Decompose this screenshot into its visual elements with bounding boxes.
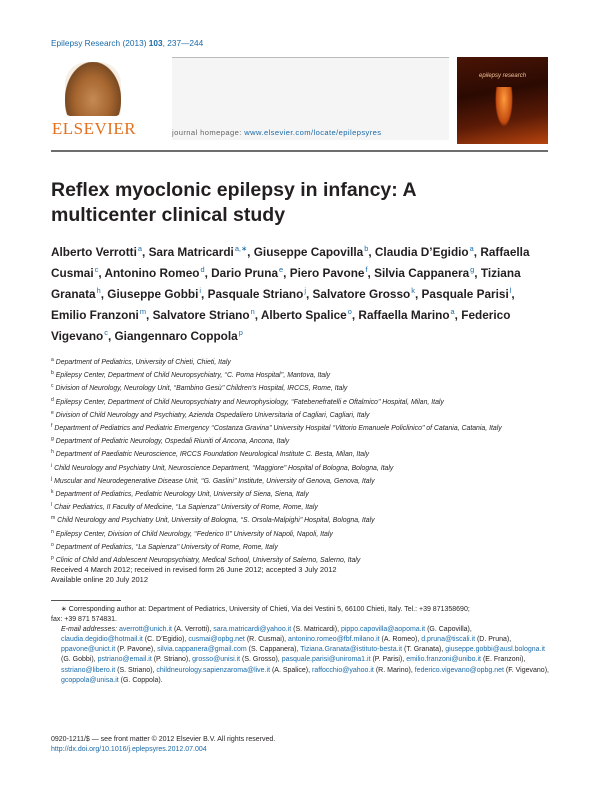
author-name-text: Giuseppe Gobbi [107, 287, 199, 302]
author-affiliation-marker[interactable]: j [304, 286, 306, 296]
affiliation-text: Department of Pediatrics, University of Chieti, Chieti, Italy [55, 359, 231, 366]
author-name[interactable] [375, 245, 474, 259]
author-name-text: Tiziana Granata [51, 266, 521, 302]
received-dates: Received 4 March 2012; received in revised form 26 June 2012; accepted 3 July 2012 [51, 565, 337, 574]
author-name-text: Raffaella Cusmai [51, 245, 530, 281]
author-name[interactable] [211, 266, 283, 280]
elsevier-wordmark: ELSEVIER [51, 119, 137, 138]
affiliation-text: Division of Neurology, Neurology Unit, ‘‘Bambino Gesù’’ Children’s Hospital, IRCCS, Rome, Italy [55, 385, 348, 393]
author-email-link[interactable]: pstriano@email.it [97, 656, 152, 664]
author-email-link[interactable]: sara.matricardi@yahoo.it [213, 626, 292, 634]
journal-volume: 103 [148, 38, 163, 48]
author-name-text: Pasquale Parisi [421, 287, 509, 302]
affiliation-text: Department of Pediatrics and Pediatric Emergency ‘‘Costanza Gravina’’ University Hospital ‘‘Vittorio Emanuele Policlinico’’ of Catania, Catania, Italy [54, 425, 502, 433]
author-email-link[interactable]: d.pruna@tiscali.it [421, 636, 476, 644]
author-name[interactable] [208, 287, 306, 301]
affiliation-item [51, 513, 551, 526]
author-email-link[interactable]: childneurology.sapienzaroma@live.it [156, 666, 271, 674]
elsevier-tree-icon [65, 62, 121, 116]
affiliation-text: Chair Pediatrics, II Faculty of Medicine, ‘‘La Sapienza’’ University of Rome, Rome, Italy [54, 504, 318, 512]
journal-homepage [172, 128, 381, 137]
author-name-text: Salvatore Striano [152, 308, 250, 323]
author-name[interactable] [313, 287, 415, 301]
affiliation-item [51, 447, 551, 460]
author-affiliation-marker[interactable]: h [96, 286, 101, 296]
author-name-text: Dario Pruna [211, 266, 279, 281]
author-name[interactable] [153, 308, 255, 322]
author-email-link[interactable]: ppavone@unict.it [61, 646, 116, 654]
affiliation-item [51, 434, 551, 447]
author-affiliation-marker[interactable]: n [250, 307, 255, 317]
journal-homepage-label: journal homepage: [172, 128, 242, 137]
author-email-link[interactable]: silvia.cappanera@gmail.com [157, 646, 247, 654]
author-email-name: (G. Coppola). [118, 676, 163, 684]
author-name-text: Sara Matricardi [148, 245, 234, 259]
author-email-name: (C. D’Egidio), [142, 636, 189, 644]
elsevier-logo[interactable] [51, 62, 137, 142]
author-email-link[interactable]: pasquale.parisi@uniroma1.it [281, 656, 371, 664]
author-email-link[interactable]: giuseppe.gobbi@ausl.bologna.it [445, 646, 545, 654]
email-addresses [51, 625, 551, 686]
corresponding-author-fax: fax: +39 871 574831. [51, 616, 117, 624]
affiliation-text: Clinic of Child and Adolescent Neuropsychiatry, Medical School, University of Salerno, Salerno, Italy [55, 557, 361, 565]
author-email-link[interactable]: emilio.franzoni@unibo.it [406, 656, 481, 664]
author-name[interactable] [107, 287, 201, 301]
article-title: Reflex myoclonic epilepsy in infancy: A multicenter clinical study [51, 179, 416, 226]
author-name[interactable] [422, 287, 512, 301]
author-name-text: Giuseppe Capovilla [253, 245, 364, 259]
author-email-name: (D. Pruna), [475, 636, 512, 644]
author-name-text: Silvia Cappanera [374, 266, 470, 281]
author-affiliation-marker[interactable]: d [200, 265, 205, 275]
affiliation-marker: d [51, 396, 54, 403]
author-list: Alberto Verrotti$^a$, Sara Matricardi$^{a,∗}$, Giuseppe Capovilla$^b$, Claudia D’Egidio$^a$, Raffaella Cusmai$^c$, Antonino Romeo$^d$, Dario Pruna$^e$, Piero Pavone$^f$, Silvia Cappanera$^g$, Tiziana Granata$^h$, Giuseppe Gobbi$^i$, Pasquale Striano$^j$, Salvatore Grosso$^k$, Pasquale Parisi$^l$, Emilio Franzoni$^m$, Salvatore Striano$^n$, Alberto Spalice$^o$, Raffaella Marino$^a$, Federico Vigevano$^c$, Giangennaro Coppola$^p$ [51, 244, 530, 344]
author-name[interactable] [104, 266, 204, 280]
affiliation-list [51, 355, 551, 566]
affiliation-text: Child Neurology and Psychiatry Unit, Neuroscience Department, ‘‘Maggiore’’ Hospital of Bologna, Bologna, Italy [54, 464, 394, 472]
affiliation-marker: h [51, 449, 54, 456]
email-label: E-mail addresses: [61, 626, 118, 634]
affiliation-marker: o [51, 541, 54, 548]
doi-link[interactable]: http://dx.doi.org/10.1016/j.eplepsyres.2012.07.004 [51, 746, 207, 754]
footnote-rule [51, 600, 121, 601]
journal-citation[interactable] [51, 38, 203, 48]
author-email-name: (A. Spalice), [270, 666, 313, 674]
author-affiliation-marker[interactable]: c [104, 328, 108, 338]
journal-homepage-link[interactable]: www.elsevier.com/locate/epilepsyres [244, 128, 382, 137]
author-email-link[interactable]: gcoppola@unisa.it [61, 676, 119, 684]
author-affiliation-marker[interactable]: g [470, 265, 475, 275]
author-name[interactable] [51, 308, 146, 322]
author-email-name: (S. Grosso), [240, 656, 282, 664]
author-email-link[interactable]: raffocchio@yahoo.it [312, 666, 374, 674]
author-email-link[interactable]: grosso@unisi.it [192, 656, 241, 664]
affiliation-marker: g [51, 436, 54, 443]
affiliation-item [51, 421, 551, 434]
author-email-name: (A. Verrotti), [172, 626, 214, 634]
affiliation-item [51, 540, 551, 553]
affiliation-item [51, 487, 551, 500]
affiliation-item [51, 408, 551, 421]
author-name-text: Alberto Verrotti [51, 245, 137, 259]
affiliation-text: Department of Pediatric Neurology, Ospedali Riuniti of Ancona, Ancona, Italy [55, 438, 290, 446]
affiliation-item [51, 355, 551, 368]
footnotes [51, 605, 551, 686]
author-email-name: (S. Cappanera), [246, 646, 301, 654]
affiliation-marker: c [51, 383, 54, 390]
affiliation-text: Muscular and Neurodegenerative Disease Unit, ‘‘G. Gaslini’’ Institute, University of Genova, Genova, Italy [54, 477, 375, 485]
author-affiliation-marker[interactable]: c [94, 265, 99, 275]
author-affiliation-marker[interactable]: p [238, 328, 243, 338]
author-affiliation-marker[interactable]: f [365, 265, 368, 275]
article-dates [51, 565, 551, 586]
affiliation-item [51, 527, 551, 540]
author-email-name: (F. Vigevano), [503, 666, 549, 674]
affiliation-item [51, 474, 551, 487]
journal-citation-name: Epilepsy Research (2013) [51, 38, 147, 48]
author-affiliation-marker[interactable]: a,∗ [234, 244, 248, 253]
affiliation-marker: p [51, 555, 54, 562]
author-email-name: (P. Striano), [151, 656, 193, 664]
affiliation-item [51, 381, 551, 394]
author-email-name: (E. Franzoni), [481, 656, 526, 664]
journal-cover-image[interactable] [457, 57, 548, 144]
affiliation-marker: i [51, 462, 53, 469]
journal-pages: , 237—244 [162, 38, 204, 48]
author-email-name: (S. Matricardi), [291, 626, 341, 634]
affiliation-marker: m [51, 515, 56, 522]
affiliation-marker: a [51, 357, 54, 363]
author-name[interactable] [261, 308, 352, 322]
affiliation-text: Department of Paediatric Neuroscience, IRCCS Foundation Neurological Institute C. Besta, Milan, Italy [55, 451, 370, 459]
author-email-name: (G. Gobbi), [61, 656, 98, 664]
affiliation-text: Department of Pediatrics, Pediatric Neurology Unit, University of Siena, Siena, Italy [55, 491, 309, 499]
author-name[interactable] [358, 308, 454, 322]
affiliation-text: Division of Child Neurology and Psychiatry, Azienda Ospedaliero Universitaria of Cagliari, Cagliari, Italy [55, 411, 370, 419]
author-affiliation-marker[interactable]: b [364, 244, 369, 253]
author-name[interactable] [290, 266, 368, 280]
affiliation-text: Department of Pediatrics, ‘‘La Sapienza’’ University of Rome, Rome, Italy [55, 543, 278, 551]
author-email-link[interactable]: claudia.degidio@hotmail.it [61, 636, 143, 644]
available-online-date: Available online 20 July 2012 [51, 575, 149, 585]
author-email-link[interactable]: Tiziana.Granata@istituto-besta.it [300, 646, 403, 654]
author-email-link[interactable]: sstriano@libero.it [61, 666, 116, 674]
author-email-name: (A. Romeo), [379, 636, 422, 644]
author-email-link[interactable]: cusmai@opbg.net [188, 636, 245, 644]
author-email-link[interactable]: pippo.capovilla@aopoma.it [340, 626, 426, 634]
author-name[interactable] [254, 245, 369, 259]
author-email-name: (R. Cusmai), [244, 636, 289, 644]
author-email-name: (T. Granata), [402, 646, 446, 654]
author-affiliation-marker[interactable]: k [411, 286, 415, 296]
author-email-name: (P. Pavone), [115, 646, 158, 654]
author-name-text: Federico Vigevano [51, 308, 511, 344]
author-name-text: Giangennaro Coppola [114, 329, 238, 344]
affiliation-text: Child Neurology and Psychiatry Unit, University of Bologna, ‘‘S. Orsola-Malpighi’’ Hospital, Bologna, Italy [57, 517, 375, 525]
affiliation-text: Epilepsy Center, Department of Child Neuropsychiatry and Neurophysiology, ‘‘Fatebenefratelli e Oftalmico’’ Hospital, Milan, Italy [55, 398, 444, 406]
author-affiliation-marker[interactable]: a [450, 307, 455, 317]
affiliation-text: Epilepsy Center, Division of Child Neurology, ‘‘Federico II’’ University of Napoli, Napoli, Italy [55, 530, 333, 538]
author-email-name: (R. Marino), [373, 666, 415, 674]
author-email-link[interactable]: antonino.romeo@fbf.milano.it [288, 636, 380, 644]
author-name-text: Alberto Spalice [260, 308, 347, 323]
author-name[interactable] [115, 329, 243, 343]
author-name-text: Raffaella Marino [358, 308, 450, 323]
author-name[interactable] [51, 245, 142, 259]
author-name-text: Claudia D’Egidio [374, 245, 469, 259]
author-email-link[interactable]: averrott@unich.it [118, 626, 173, 634]
author-name[interactable] [149, 245, 248, 259]
journal-cover-title: epilepsy research [479, 73, 527, 79]
affiliation-item [51, 395, 551, 408]
author-affiliation-marker[interactable]: e [279, 265, 284, 275]
author-name-text: Pasquale Striano [207, 287, 304, 302]
affiliation-item [51, 500, 551, 513]
affiliation-marker: k [51, 489, 54, 496]
affiliation-item [51, 461, 551, 474]
author-name-text: Piero Pavone [289, 266, 365, 281]
author-name[interactable] [374, 266, 474, 280]
author-email-name: (S. Striano), [115, 666, 157, 674]
copyright-block [51, 735, 551, 755]
author-name-text: Antonino Romeo [104, 266, 200, 281]
affiliation-item [51, 368, 551, 381]
author-email-name: (G. Capovilla), [425, 626, 472, 634]
author-affiliation-marker[interactable]: a [137, 244, 142, 253]
corresponding-author-note: ∗ Corresponding author at: Department of Pediatrics, University of Chieti, Via dei Vestini 5, 66100 Chieti, Italy. Tel.: +39 871358690; [61, 606, 470, 613]
author-name-text: Salvatore Grosso [312, 287, 411, 302]
affiliation-marker: e [51, 409, 54, 416]
affiliation-marker: j [51, 475, 53, 482]
author-email-name: (P. Parisi), [370, 656, 407, 664]
header-divider [51, 150, 548, 152]
affiliation-text: Epilepsy Center, Department of Child Neuropsychiatry, ‘‘C. Poma Hospital’’, Mantova, Italy [55, 372, 331, 380]
author-affiliation-marker[interactable]: m [139, 307, 146, 317]
affiliation-marker: b [51, 370, 54, 377]
author-affiliation-marker[interactable]: o [347, 307, 352, 317]
affiliation-marker: n [51, 528, 54, 535]
author-email-link[interactable]: federico.vigevano@opbg.net [414, 666, 504, 674]
author-affiliation-marker[interactable]: i [199, 286, 202, 296]
author-affiliation-marker[interactable]: a [469, 244, 474, 253]
affiliation-marker: l [51, 502, 53, 509]
affiliation-marker: f [51, 423, 53, 430]
copyright-line: 0920-1211/$ — see front matter © 2012 Elsevier B.V. All rights reserved. [51, 736, 276, 743]
cover-figure-icon [495, 87, 513, 127]
author-affiliation-marker[interactable]: l [509, 286, 512, 296]
author-name-text: Emilio Franzoni [51, 308, 139, 323]
